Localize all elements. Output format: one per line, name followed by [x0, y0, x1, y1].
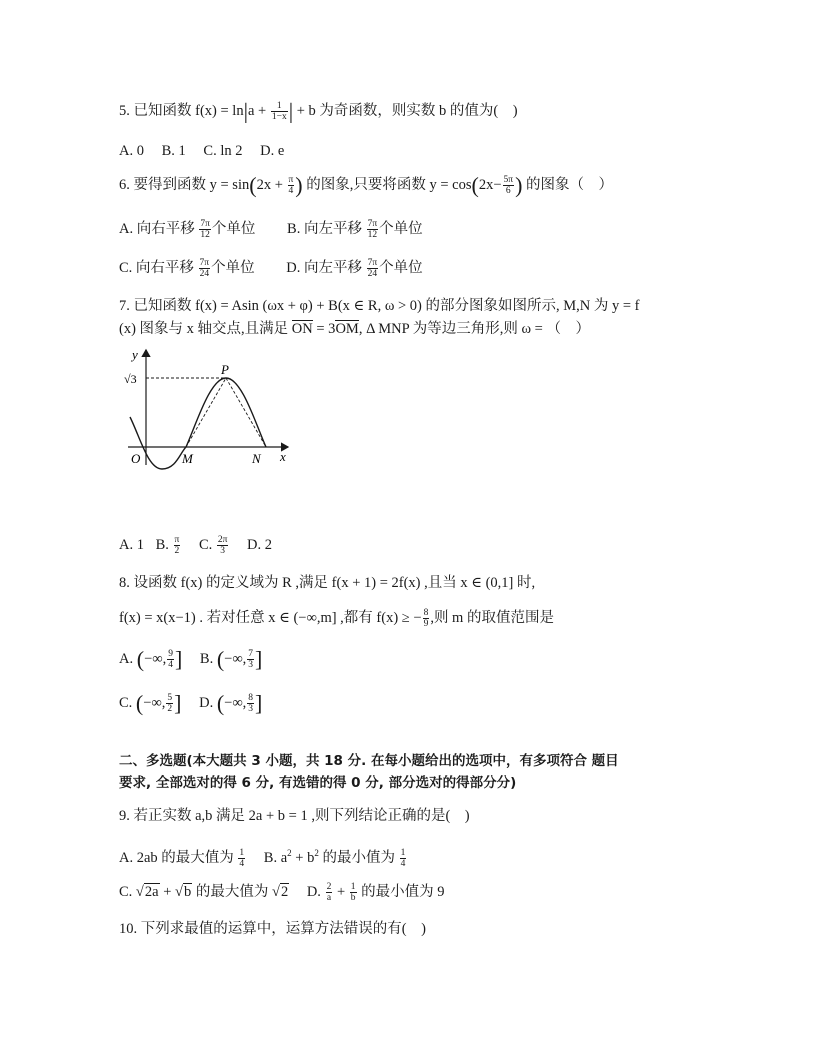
option-a[interactable]: A. 0: [119, 143, 144, 159]
option-c[interactable]: C. (−∞, $\frac{5}{2}$ ]: [119, 690, 182, 716]
option-d[interactable]: D. e: [260, 143, 285, 159]
sine-graph-figure: [118, 345, 293, 470]
x-axis-label: x: [280, 449, 286, 464]
option-a[interactable]: A. (−∞, $\frac{9}{4}$ ]: [119, 646, 183, 672]
sine-curve: [130, 378, 266, 469]
fraction: $\frac{\pi}{4}$: [288, 175, 294, 197]
option-d[interactable]: D. (−∞, $\frac{8}{3}$ ]: [199, 690, 263, 716]
option-c[interactable]: C. $\frac{2\pi}{3}$: [198, 535, 228, 557]
question-9-stem: 9. 若正实数 a,b 满足 2a + b = 1 ,则下列结论正确的是( ): [119, 808, 470, 824]
point-m-label: M: [182, 451, 193, 466]
section-2-heading-line1: 二、多选题(本大题共 3 小题，共 18 分. 在每小题给出的选项中，有多项符合 题目: [119, 753, 619, 769]
option-c[interactable]: C. ln 2: [203, 143, 243, 159]
section-2-heading-line2: 要求, 全部选对的得 6 分, 有选错的得 0 分, 部分选对的得部分分): [119, 775, 517, 791]
option-d[interactable]: D. 2: [247, 537, 273, 553]
option-a[interactable]: A. 1: [119, 537, 144, 553]
question-7-stem-line1: 7. 已知函数 f(x) = Asin (ωx + φ) + B(x ∈ R, ω > 0) 的部分图象如图所示, M,N 为 y = f: [119, 298, 640, 314]
point-p-label: P: [221, 362, 229, 377]
option-b[interactable]: B. 1: [161, 143, 186, 159]
option-d[interactable]: D. 向左平移 $\frac{7\pi}{24}$ 个单位: [286, 258, 423, 280]
question-6-options-ab: [119, 219, 423, 240]
y-axis-label: y: [132, 347, 138, 362]
option-b[interactable]: B. 向左平移 $\frac{7\pi}{12}$ 个单位: [287, 219, 423, 241]
option-d[interactable]: D. $\frac{2}{a}$ + $\frac{1}{b}$ 的最小值为 9: [306, 882, 445, 904]
question-8-stem-line2: f(x) = x(x−1) . 若对任意 x ∈ (−∞,m] ,都有 f(x) ≥ − $\frac{8}{9}$ ,则 m 的取值范围是: [119, 608, 554, 630]
triangle-side-pn: [226, 378, 266, 447]
question-6-stem: 6. 要得到函数 y = sin(2x + $\frac{\pi}{4}$ ) 的图象,只要将函数 y = cos(2x− $\frac{5\pi}{6}$ ) 的图象（ ）: [119, 172, 614, 198]
option-b[interactable]: B. $\frac{\pi}{2}$: [155, 535, 180, 557]
question-5-stem: 5. 已知函数 f(x) = ln|a + $\frac{1}{1-x}$ | + b 为奇函数，则实数 b 的值为( ): [119, 98, 518, 124]
origin-label: O: [131, 451, 141, 466]
y-tick-sqrt3: √3: [124, 372, 137, 386]
option-b[interactable]: B. (−∞, $\frac{7}{3}$ ]: [199, 646, 263, 672]
option-c[interactable]: C. 向右平移 $\frac{7\pi}{24}$ 个单位: [119, 258, 255, 280]
triangle-side-mp: [186, 378, 226, 447]
question-5-options: [119, 141, 284, 161]
option-c[interactable]: C. √2a + √b 的最大值为 √2: [119, 884, 289, 900]
question-8-stem-line1: 8. 设函数 f(x) 的定义域为 R ,满足 f(x + 1) = 2f(x) ,且当 x ∈ (0,1] 时,: [119, 575, 536, 591]
question-10-stem: 10. 下列求最值的运算中，运算方法错误的有( ): [119, 921, 426, 937]
question-7-stem-line2: (x) 图象与 x 轴交点,且满足 ON = 3OM, Δ MNP 为等边三角形,则 ω = （ ）: [119, 321, 590, 337]
option-b[interactable]: B. $a^2 + b^2$ 的最小值为 $\frac{1}{4}$: [263, 848, 406, 869]
question-9-options-ab: [119, 843, 407, 869]
question-6-options-cd: [119, 258, 423, 279]
question-9-options-cd: [119, 882, 445, 903]
option-a[interactable]: A. 2ab 的最大值为 $\frac{1}{4}$: [119, 848, 245, 869]
option-a[interactable]: A. 向右平移 $\frac{7\pi}{12}$ 个单位: [119, 219, 256, 241]
question-8-options-cd: [119, 690, 263, 716]
point-n-label: N: [252, 451, 261, 466]
question-7-options: [119, 535, 272, 556]
fraction: $\frac{1}{1-x}$: [271, 101, 287, 123]
fraction: $\frac{5\pi}{6}$: [503, 175, 514, 197]
question-8-options-ab: [119, 646, 263, 672]
